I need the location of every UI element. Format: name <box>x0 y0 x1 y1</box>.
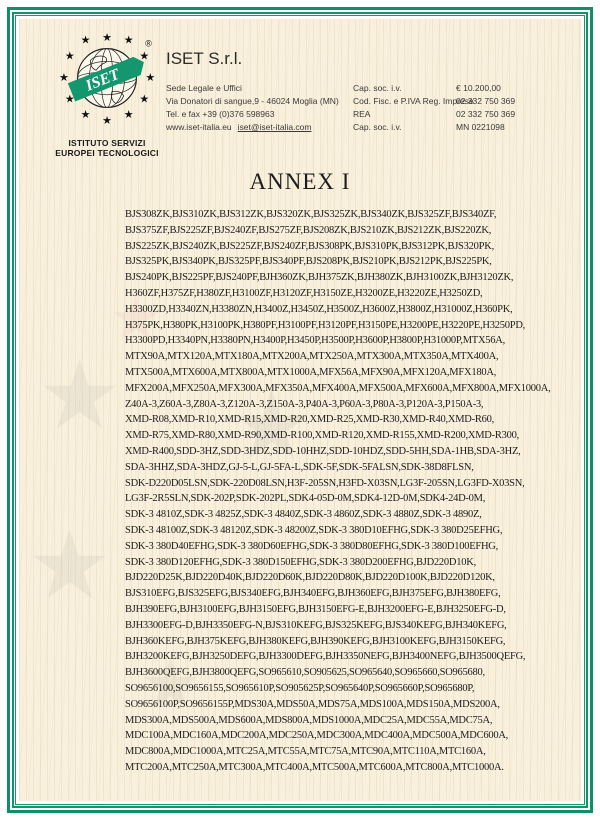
info-value: MN 0221098 <box>456 122 505 132</box>
svg-text:★: ★ <box>139 93 150 106</box>
model-list-line: MDC800A,MDC1000A,MTC25A,MTC55A,MTC75A,MTC90A,MTC110A,MTC160A, <box>125 746 486 758</box>
watermark-star-icon: ★ <box>27 513 113 619</box>
watermark-star-icon: ★ <box>229 373 315 479</box>
company-name: ISET S.r.l. <box>166 49 243 68</box>
info-value: € 10.200,00 <box>456 83 501 93</box>
model-list-line: BJS240PK,BJS225PF,BJS240PF,BJH360ZK,BJH375ZK,BJH380ZK,BJH3100ZK,BJH3120ZK, <box>125 272 514 284</box>
svg-text:★: ★ <box>123 34 134 47</box>
model-list-line: LG3F-2R5SLN,SDK-202P,SDK-202PL,SDK4-05D-0M,SDK4-12D-0M,SDK4-24D-0M, <box>125 493 486 505</box>
svg-text:★: ★ <box>59 71 69 84</box>
model-list-line: H3300PD,H3340PN,H3380PN,H3400P,H3450P,H3500P,H3600P,H3800P,H31000P,MTX56A, <box>125 335 505 347</box>
svg-text:★: ★ <box>102 115 112 128</box>
page-border-outer <box>7 7 593 813</box>
model-list-line: MTX500A,MTX600A,MTX800A,MTX1000A,MFX56A,MFX90A,MFX120A,MFX180A, <box>125 366 497 378</box>
model-list-line: XMD-R75,XMD-R80,XMD-R90,XMD-R100,XMD-R120,XMD-R155,XMD-R200,XMD-R300, <box>125 430 520 442</box>
website-text: www.iset-italia.eu <box>166 122 232 132</box>
info-label: Sede Legale e Uffici <box>166 83 242 93</box>
svg-text:★: ★ <box>64 93 75 106</box>
header-info-row <box>166 122 576 134</box>
email-link[interactable]: iset@iset-italia.com <box>237 122 312 132</box>
company-logo <box>45 29 169 158</box>
info-label: Cap. soc. i.v. <box>353 122 402 132</box>
model-list-line: BJH3200KEFG,BJH3250DEFG,BJH3300DEFG,BJH3350NEFG,BJH3400NEFG,BJH3500QEFG, <box>125 651 526 663</box>
model-list-line: BJH3300EFG-D,BJH3350EFG-N,BJS310KEFG,BJS325KEFG,BJS340KEFG,BJH340KEFG, <box>125 619 507 631</box>
page-border-middle <box>12 12 588 808</box>
model-list-line: XMD-R08,XMD-R10,XMD-R15,XMD-R20,XMD-R25,XMD-R30,XMD-R40,XMD-R60, <box>125 414 495 426</box>
model-list-line: H375PK,H380PK,H3100PK,H380PF,H3100PF,H3120PF,H3150PE,H3200PE,H3220PE,H3250PD, <box>125 319 526 331</box>
model-list-line: BJH3600QEFG,BJH3800QEFG,SO965610,SO905625,SO965640,SO965660,SO965680, <box>125 667 485 679</box>
globe-stars-logo-icon <box>48 29 166 131</box>
svg-text:®: ® <box>145 38 152 49</box>
model-list-line: SDK-3 380D40EFHG,SDK-3 380D60EFHG,SDK-3 380D80EFHG,SDK-3 380D100EFHG, <box>125 540 499 552</box>
watermark-star-icon: ★ <box>109 285 163 352</box>
page-border-inner <box>15 15 585 805</box>
header-info-row <box>166 83 576 95</box>
svg-text:★: ★ <box>102 31 112 44</box>
info-label: Cod. Fisc. e P.IVA Reg. Imprese <box>353 96 474 106</box>
model-list-line: BJS308ZK,BJS310ZK,BJS312ZK,BJS320ZK,BJS325ZK,BJS340ZK,BJS325ZF,BJS340ZF, <box>125 209 497 220</box>
model-list-line: BJS325PK,BJS340PK,BJS325PF,BJS340PF,BJS208PK,BJS210PK,BJS212PK,BJS225PK, <box>125 256 492 268</box>
model-list-line: BJS225ZK,BJS240ZK,BJS225ZF,BJS240ZF,BJS308PK,BJS310PK,BJS312PK,BJS320PK, <box>125 240 494 252</box>
model-list-line: SDK-3 4810Z,SDK-3 4825Z,SDK-3 4840Z,SDK-3 4860Z,SDK-3 4880Z,SDK-3 4890Z, <box>125 509 482 521</box>
svg-text:★: ★ <box>64 50 75 63</box>
model-list-line: MTX90A,MTX120A,MTX180A,MTX200A,MTX250A,MTX300A,MTX350A,MTX400A, <box>125 351 499 363</box>
svg-text:★: ★ <box>139 50 150 63</box>
model-list-line: SDA-3HHZ,SDA-3HDZ,GJ-5-L,GJ-5FA-L,SDK-5F,SDK-5FALSN,SDK-38D8FLSN, <box>125 461 474 473</box>
info-value: 02 332 750 369 <box>456 96 516 106</box>
model-list <box>111 207 551 776</box>
watermark-star-icon: ★ <box>139 645 202 723</box>
model-list-line: XMD-R400,SDD-3HZ,SDD-3HDZ,SDD-10HHZ,SDD-10HDZ,SDD-5HH,SDA-1HB,SDA-3HZ, <box>125 445 521 457</box>
svg-text:★: ★ <box>80 109 91 122</box>
model-list-line: BJH390EFG,BJH3100EFG,BJH3150EFG,BJH3150EFG-E,BJH3200EFG-E,BJH3250EFG-D, <box>125 603 506 615</box>
model-list-line: MDC100A,MDC160A,MDC200A,MDC250A,MDC300A,MDC400A,MDC500A,MDC600A, <box>125 730 509 742</box>
model-list-line: MDS300A,MDS500A,MDS600A,MDS800A,MDS1000A,MDC25A,MDC55A,MDC75A, <box>125 714 493 726</box>
logo-caption-line2: EUROPEI TECNOLOGICI <box>55 148 159 158</box>
info-label: Tel. e fax +39 (0)376 598963 <box>166 109 275 119</box>
model-list-line: MTC200A,MTC250A,MTC300A,MTC400A,MTC500A,MTC600A,MTC800A,MTC1000A. <box>125 761 504 773</box>
model-list-line: SO9656100P,SO9656155P,MDS30A,MDS50A,MDS75A,MDS100A,MDS150A,MDS200A, <box>125 698 500 710</box>
page-title: ANNEX I <box>249 169 351 194</box>
svg-text:ISET: ISET <box>83 65 122 95</box>
model-list-line: BJS375ZF,BJS225ZF,BJS240ZF,BJS275ZF,BJS208ZK,BJS210ZK,BJS212ZK,BJS220ZK, <box>125 224 492 236</box>
model-list-line: SDK-3 48100Z,SDK-3 48120Z,SDK-3 48200Z,SDK-3 380D10EFHG,SDK-3 380D25EFHG, <box>125 524 503 536</box>
model-list-line: Z40A-3,Z60A-3,Z80A-3,Z120A-3,Z150A-3,P40A-3,P60A-3,P80A-3,P120A-3,P150A-3, <box>125 398 484 410</box>
info-value: 02 332 750 369 <box>456 109 516 119</box>
model-list-line: MFX200A,MFX250A,MFX300A,MFX350A,MFX400A,MFX500A,MFX600A,MFX800A,MFX1000A, <box>125 382 551 394</box>
model-list-line: H360ZF,H375ZF,H380ZF,H3100ZF,H3120ZF,H3150ZE,H3200ZE,H3220ZE,H3250ZD, <box>125 287 483 299</box>
info-label: Cap. soc. i.v. <box>353 83 402 93</box>
model-list-line: H3300ZD,H3340ZN,H3380ZN,H3400Z,H3450Z,H3500Z,H3600Z,H3800Z,H31000Z,H360PK, <box>125 303 513 315</box>
info-label: Via Donatori di sangue,9 - 46024 Moglia (MN) <box>166 96 339 106</box>
logo-caption-line1: ISTITUTO SERVIZI <box>68 138 146 148</box>
model-list-line: SDK-3 380D120EFHG,SDK-3 380D150EFHG,SDK-3 380D200EFHG,BJD220D10K, <box>125 556 476 568</box>
page-content <box>19 19 581 801</box>
model-list-line: BJS310EFG,BJS325EFG,BJS340EFG,BJH340EFG,BJH360EFG,BJH375EFG,BJH380EFG, <box>125 588 501 600</box>
watermark-star-icon: ★ <box>37 343 123 449</box>
model-list-line: SO9656100,SO9656155,SO965610P,SO905625P,SO965640P,SO965660P,SO965680P, <box>125 682 475 694</box>
svg-text:★: ★ <box>123 109 134 122</box>
model-list-line: SDK-D220D05LSN,SDK-220D08LSN,H3F-205SN,H3FD-X03SN,LG3F-205SN,LG3FD-X03SN, <box>125 477 525 489</box>
model-list-line: BJH360KEFG,BJH375KEFG,BJH380KEFG,BJH390KEFG,BJH3100KEFG,BJH3150KEFG, <box>125 635 506 647</box>
info-label: REA <box>353 109 371 119</box>
model-list-line: BJD220D25K,BJD220D40K,BJD220D60K,BJD220D80K,BJD220D100K,BJD220D120K, <box>125 572 495 584</box>
svg-text:★: ★ <box>145 71 155 84</box>
header-info-row <box>166 109 576 121</box>
svg-text:★: ★ <box>80 34 91 47</box>
header-info-row <box>166 96 576 108</box>
